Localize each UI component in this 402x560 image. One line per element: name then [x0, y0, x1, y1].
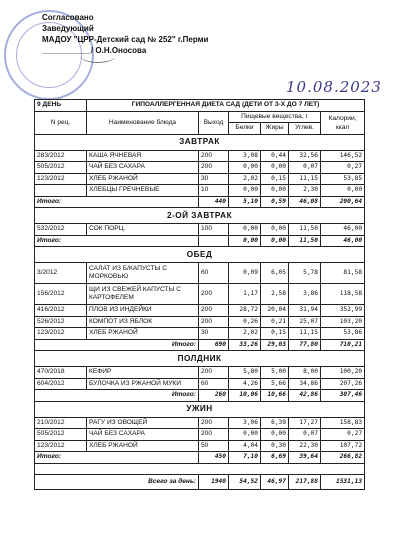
- protein-value: 3,08: [229, 150, 261, 162]
- total-carbs: 77,80: [289, 339, 321, 351]
- table-row: [35, 284, 365, 305]
- dish-yield: 200: [199, 367, 229, 379]
- total-yield: 690: [199, 339, 229, 351]
- recipe-number: 283/2012: [35, 150, 87, 162]
- header-dish-name: Наименование блюда: [87, 111, 199, 134]
- total-fat: 10,66: [261, 390, 289, 402]
- dish-yield: 30: [199, 328, 229, 340]
- total-protein: 33,26: [229, 339, 261, 351]
- table-row: [35, 173, 365, 185]
- section-title: ПОЛДНИК: [35, 351, 365, 367]
- calories-value: 46,00: [321, 224, 365, 236]
- calories-value: 53,86: [321, 328, 365, 340]
- table-row: [35, 150, 365, 162]
- table-row: [35, 224, 365, 236]
- spacer-row: [35, 463, 365, 474]
- header-fat: Жиры: [261, 123, 289, 135]
- dish-yield: 60: [199, 378, 229, 390]
- section-total-row: [35, 235, 365, 247]
- total-label: Итого:: [35, 339, 199, 351]
- protein-value: 2,02: [229, 328, 261, 340]
- total-fat: 6,69: [261, 452, 289, 464]
- total-protein: 0,00: [229, 235, 261, 247]
- section-total-row: [35, 339, 365, 351]
- recipe-number: 505/2012: [35, 429, 87, 441]
- header-recipe: N рец.: [35, 111, 87, 134]
- recipe-number: 123/2012: [35, 173, 87, 185]
- total-calories: 710,21: [321, 339, 365, 351]
- section-header-row: [35, 134, 365, 150]
- handwritten-date: 10.08.2023: [286, 78, 382, 96]
- fat-value: 0,00: [261, 185, 289, 197]
- section-header-row: [35, 208, 365, 224]
- header-yield: Выход: [199, 111, 229, 134]
- dish-yield: 100: [199, 224, 229, 236]
- calories-value: 118,58: [321, 284, 365, 305]
- table-row: [35, 367, 365, 379]
- dish-name: КАША ЯЧНЕВАЯ: [87, 150, 199, 162]
- table-row: [35, 263, 365, 284]
- protein-value: 0,26: [229, 316, 261, 328]
- total-carbs: 11,50: [289, 235, 321, 247]
- calories-value: 0,27: [321, 162, 365, 174]
- total-label: Итого:: [35, 452, 199, 464]
- handwritten-signature: [80, 48, 116, 63]
- protein-value: 0,00: [229, 185, 261, 197]
- section-header-row: [35, 351, 365, 367]
- section-total-row: [35, 390, 365, 402]
- protein-value: 0,00: [229, 162, 261, 174]
- grand-total-label: Всего за день:: [35, 474, 199, 489]
- protein-value: 0,09: [229, 263, 261, 284]
- recipe-number: 416/2012: [35, 305, 87, 317]
- dish-yield: 200: [199, 316, 229, 328]
- fat-value: 0,44: [261, 150, 289, 162]
- grand-total-fat: 46,97: [261, 474, 289, 489]
- dish-yield: 200: [199, 429, 229, 441]
- table-row: [35, 417, 365, 429]
- total-label: Итого:: [35, 196, 199, 208]
- fat-value: 6,05: [261, 263, 289, 284]
- fat-value: 0,00: [261, 224, 289, 236]
- day-label: 9 ДЕНЬ: [35, 100, 87, 112]
- total-protein: 7,10: [229, 452, 261, 464]
- table-title-row: [35, 100, 365, 112]
- total-fat: 29,03: [261, 339, 289, 351]
- table-row: [35, 162, 365, 174]
- carbs-value: 2,30: [289, 185, 321, 197]
- calories-value: 146,52: [321, 150, 365, 162]
- carbs-value: 11,15: [289, 328, 321, 340]
- carbs-value: 5,78: [289, 263, 321, 284]
- recipe-number: 505/2012: [35, 162, 87, 174]
- total-calories: 307,46: [321, 390, 365, 402]
- dish-name: ЧАЙ БЕЗ САХАРА: [87, 429, 199, 441]
- total-carbs: 46,08: [289, 196, 321, 208]
- grand-total-row: [35, 474, 365, 489]
- calories-value: 100,20: [321, 367, 365, 379]
- table-row: [35, 316, 365, 328]
- recipe-number: 156/2012: [35, 284, 87, 305]
- dish-name: ХЛЕБ РЖАНОЙ: [87, 328, 199, 340]
- fat-value: 0,15: [261, 173, 289, 185]
- dish-yield: 200: [199, 305, 229, 317]
- total-yield: [199, 235, 229, 247]
- calories-value: 0,27: [321, 429, 365, 441]
- calories-value: 0,00: [321, 185, 365, 197]
- protein-value: 0,00: [229, 429, 261, 441]
- recipe-number: 3/2012: [35, 263, 87, 284]
- dish-yield: 200: [199, 150, 229, 162]
- calories-value: 352,99: [321, 305, 365, 317]
- carbs-value: 17,27: [289, 417, 321, 429]
- total-fat: 0,59: [261, 196, 289, 208]
- dish-name: ХЛЕБЦЫ ГРЕЧНЕВЫЕ: [87, 185, 199, 197]
- total-protein: 10,06: [229, 390, 261, 402]
- protein-value: 4,26: [229, 378, 261, 390]
- dish-yield: 200: [199, 284, 229, 305]
- dish-name: САЛАТ ИЗ Б/КАПУСТЫ С МОРКОВЬЮ: [87, 263, 199, 284]
- protein-value: 28,72: [229, 305, 261, 317]
- table-row: [35, 378, 365, 390]
- fat-value: 20,04: [261, 305, 289, 317]
- dish-name: СОК ПОРЦ.: [87, 224, 199, 236]
- section-title: 2-ОЙ ЗАВТРАК: [35, 208, 365, 224]
- protein-value: 3,06: [229, 417, 261, 429]
- section-title: УЖИН: [35, 401, 365, 417]
- carbs-value: 34,86: [289, 378, 321, 390]
- table-row: [35, 429, 365, 441]
- carbs-value: 3,86: [289, 284, 321, 305]
- total-carbs: 42,86: [289, 390, 321, 402]
- carbs-value: 32,56: [289, 150, 321, 162]
- calories-value: 107,72: [321, 440, 365, 452]
- approval-block: [42, 12, 208, 56]
- recipe-number: 123/2012: [35, 440, 87, 452]
- section-header-row: [35, 247, 365, 263]
- protein-value: 0,00: [229, 224, 261, 236]
- recipe-number: 526/2012: [35, 316, 87, 328]
- fat-value: 0,21: [261, 316, 289, 328]
- dish-yield: 60: [199, 263, 229, 284]
- dish-name: РАГУ ИЗ ОВОЩЕЙ: [87, 417, 199, 429]
- total-calories: 266,82: [321, 452, 365, 464]
- calories-value: 103,20: [321, 316, 365, 328]
- dish-yield: 200: [199, 417, 229, 429]
- total-fat: 0,00: [261, 235, 289, 247]
- dish-name: ЧАЙ БЕЗ САХАРА: [87, 162, 199, 174]
- protein-value: 4,04: [229, 440, 261, 452]
- total-label: Итого:: [35, 235, 199, 247]
- dish-name: ХЛЕБ РЖАНОЙ: [87, 173, 199, 185]
- menu-table: [34, 99, 365, 490]
- recipe-number: 604/2012: [35, 378, 87, 390]
- protein-value: 1,17: [229, 284, 261, 305]
- approval-line-organization: МАДОУ "ЦРР-Детский сад № 252" г.Перми: [42, 35, 209, 44]
- grand-total-calories: 1531,13: [321, 474, 365, 489]
- dish-name: ПЛОВ ИЗ ИНДЕЙКИ: [87, 305, 199, 317]
- section-title: ОБЕД: [35, 247, 365, 263]
- approval-line-signature: ___________/ О.Н.Оносова: [42, 46, 147, 55]
- total-protein: 5,10: [229, 196, 261, 208]
- dish-yield: 50: [199, 440, 229, 452]
- table-row: [35, 305, 365, 317]
- spacer-cell: [35, 463, 365, 474]
- total-calories: 46,00: [321, 235, 365, 247]
- carbs-value: 0,07: [289, 162, 321, 174]
- table-row: [35, 185, 365, 197]
- fat-value: 0,00: [261, 162, 289, 174]
- header-calories: Калории, ккал: [321, 111, 365, 134]
- total-yield: 260: [199, 390, 229, 402]
- carbs-value: 0,07: [289, 429, 321, 441]
- dish-yield: 30: [199, 173, 229, 185]
- carbs-value: 25,07: [289, 316, 321, 328]
- diet-title: ГИПОАЛЛЕРГЕННАЯ ДИЕТА САД (ДЕТИ ОТ 3-Х ДО 7 ЛЕТ): [87, 100, 365, 112]
- fat-value: 5,66: [261, 378, 289, 390]
- fat-value: 0,00: [261, 429, 289, 441]
- fat-value: 5,00: [261, 367, 289, 379]
- calories-value: 207,26: [321, 378, 365, 390]
- total-yield: 450: [199, 452, 229, 464]
- protein-value: 2,02: [229, 173, 261, 185]
- approval-line-position: Заведующий: [42, 24, 94, 33]
- header-nutrients: Пищевые вещества, г: [229, 111, 321, 123]
- table-row: [35, 440, 365, 452]
- carbs-value: 11,50: [289, 224, 321, 236]
- carbs-value: 22,30: [289, 440, 321, 452]
- recipe-number: 210/2012: [35, 417, 87, 429]
- section-total-row: [35, 196, 365, 208]
- total-calories: 200,64: [321, 196, 365, 208]
- fat-value: 0,15: [261, 328, 289, 340]
- calories-value: 53,85: [321, 173, 365, 185]
- section-header-row: [35, 401, 365, 417]
- total-yield: 440: [199, 196, 229, 208]
- carbs-value: 8,00: [289, 367, 321, 379]
- dish-name: КЕФИР: [87, 367, 199, 379]
- recipe-number: 123/2012: [35, 328, 87, 340]
- grand-total-protein: 54,52: [229, 474, 261, 489]
- fat-value: 2,58: [261, 284, 289, 305]
- header-protein: Белки: [229, 123, 261, 135]
- carbs-value: 11,15: [289, 173, 321, 185]
- dish-yield: 200: [199, 162, 229, 174]
- header-carbs: Углев.: [289, 123, 321, 135]
- approval-line-agreed: Согласовано: [42, 13, 94, 22]
- total-label: Итого:: [35, 390, 199, 402]
- grand-total-carbs: 217,88: [289, 474, 321, 489]
- carbs-value: 31,94: [289, 305, 321, 317]
- total-carbs: 39,64: [289, 452, 321, 464]
- recipe-number: 470/2018: [35, 367, 87, 379]
- section-title: ЗАВТРАК: [35, 134, 365, 150]
- dish-name: ЩИ ИЗ СВЕЖЕЙ КАПУСТЫ С КАРТОФЕЛЕМ: [87, 284, 199, 305]
- fat-value: 0,30: [261, 440, 289, 452]
- calories-value: 81,58: [321, 263, 365, 284]
- dish-name: КОМПОТ ИЗ ЯБЛОК: [87, 316, 199, 328]
- recipe-number: 532/2012: [35, 224, 87, 236]
- dish-name: ХЛЕБ РЖАНОЙ: [87, 440, 199, 452]
- section-total-row: [35, 452, 365, 464]
- table-row: [35, 328, 365, 340]
- grand-total-yield: 1940: [199, 474, 229, 489]
- fat-value: 6,39: [261, 417, 289, 429]
- protein-value: 5,80: [229, 367, 261, 379]
- calories-value: 158,83: [321, 417, 365, 429]
- dish-yield: 10: [199, 185, 229, 197]
- dish-name: БУЛОЧКА ИЗ РЖАНОЙ МУКИ: [87, 378, 199, 390]
- table-header-row: [35, 111, 365, 123]
- recipe-number: [35, 185, 87, 197]
